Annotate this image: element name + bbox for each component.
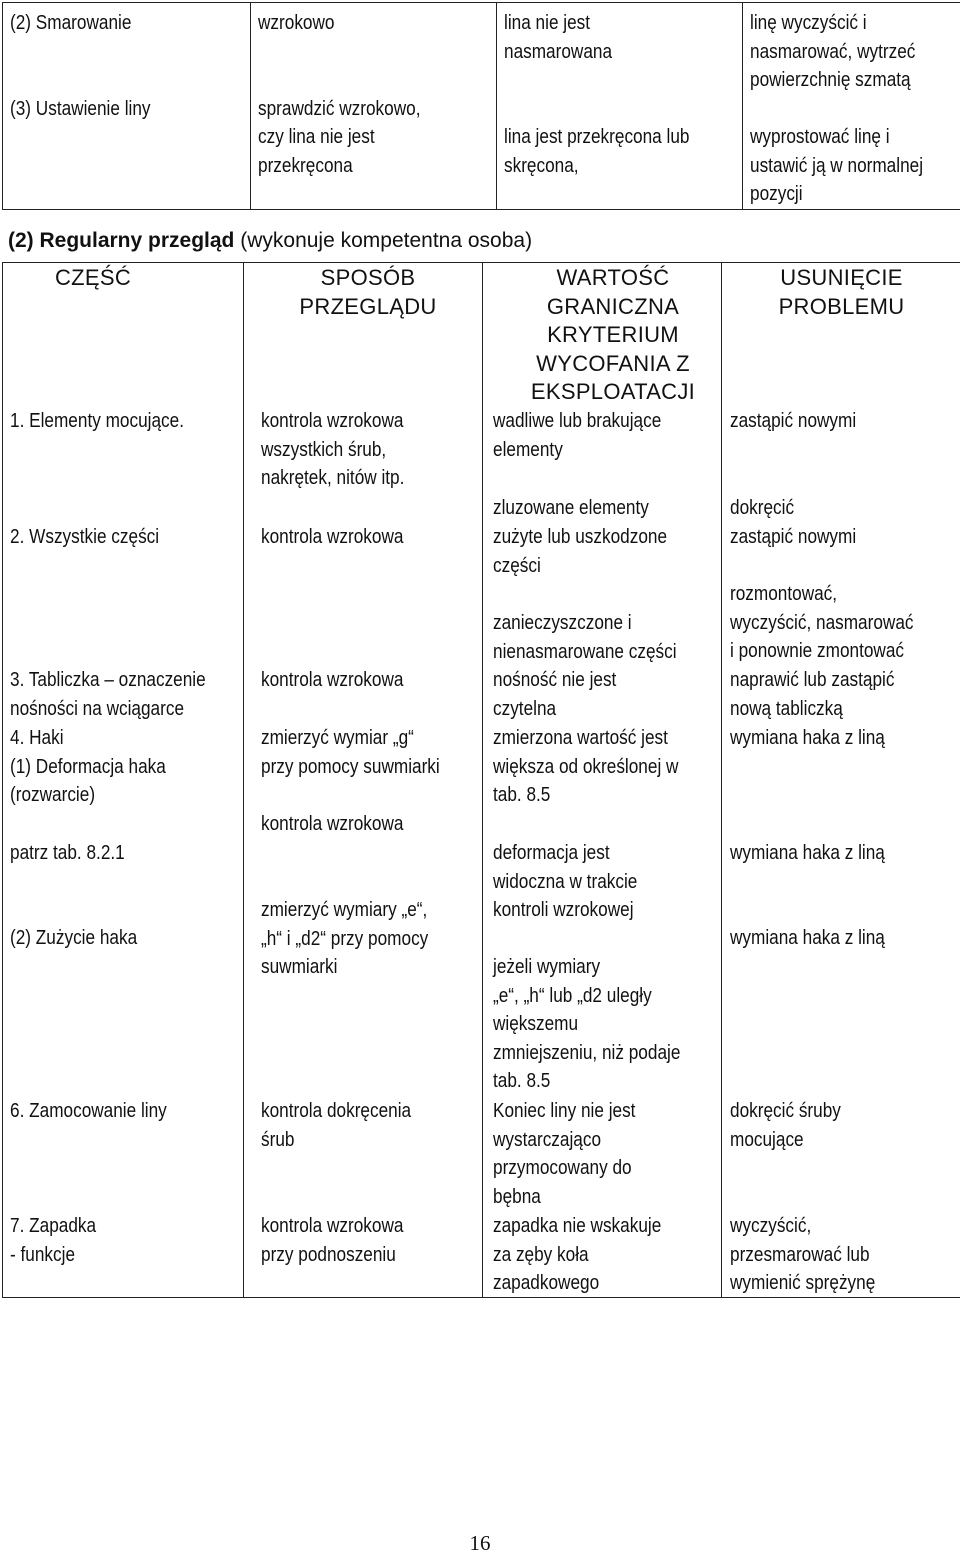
remedy-2b — [730, 580, 914, 666]
method-1 — [261, 407, 404, 493]
remedy-4c — [730, 924, 885, 953]
cell-criterion — [497, 3, 743, 210]
text-line: naprawić lub zastąpić — [730, 666, 894, 695]
criterion-2a — [493, 523, 667, 580]
text-line: CZĘŚĆ — [3, 264, 183, 293]
text-line: powierzchnię szmatą — [750, 66, 956, 95]
criterion-1a — [493, 407, 661, 464]
text-line: bębna — [493, 1183, 635, 1212]
text-line: przekręcona — [258, 152, 463, 181]
text-line: tab. 8.5 — [493, 1067, 680, 1096]
text-line: (2) Zużycie haka — [10, 924, 137, 953]
text-line: rozmontować, — [730, 580, 914, 609]
header-part — [3, 264, 183, 293]
method-3 — [261, 666, 403, 695]
text-line: suwmiarki — [261, 953, 428, 982]
text-line: (2) Smarowanie — [10, 9, 216, 38]
cell-part — [3, 3, 251, 210]
text-line: zastąpić nowymi — [730, 407, 856, 436]
criterion-3 — [493, 666, 616, 723]
text-line: zmierzyć wymiar „g“ — [261, 724, 440, 753]
criterion-1b — [493, 494, 649, 523]
text-line: 7. Zapadka — [10, 1212, 96, 1241]
header-method — [244, 264, 492, 321]
text-line: lina nie jest — [504, 9, 709, 38]
header-criterion — [483, 264, 743, 407]
text-line: 1. Elementy mocujące. — [10, 407, 184, 436]
criterion-4c — [493, 953, 680, 1096]
text-line: dokręcić — [730, 494, 794, 523]
text-line: części — [493, 552, 667, 581]
remedy-6 — [730, 1097, 841, 1154]
text-line: przymocowany do — [493, 1154, 635, 1183]
remedy-2a — [730, 523, 856, 552]
text-line: sprawdzić wzrokowo, — [258, 95, 463, 124]
part-4 — [10, 724, 166, 810]
method-4a — [261, 724, 440, 781]
text-line: przy podnoszeniu — [261, 1241, 403, 1270]
part-4-ref — [10, 839, 125, 868]
header-remedy — [722, 264, 960, 321]
table-body — [3, 263, 960, 1298]
text-line: zapadkowego — [493, 1269, 661, 1298]
text-line: nakrętek, nitów itp. — [261, 464, 404, 493]
text-line: PRZEGLĄDU — [244, 293, 492, 322]
text-line: zluzowane elementy — [493, 494, 649, 523]
text-line: większemu — [493, 1010, 680, 1039]
text-line: wystarczająco — [493, 1126, 635, 1155]
text-line — [10, 66, 216, 95]
text-line: WARTOŚĆ — [483, 264, 743, 293]
text-line: przy pomocy suwmiarki — [261, 753, 440, 782]
part-6 — [10, 1097, 167, 1126]
table-row — [3, 3, 960, 210]
text-line: przesmarować lub — [730, 1241, 875, 1270]
text-line: pozycji — [750, 180, 956, 209]
column-criterion — [483, 263, 722, 1298]
text-line: (1) Deformacja haka — [10, 753, 166, 782]
part-2 — [10, 523, 159, 552]
criterion-2b — [493, 609, 677, 666]
text-line: linę wyczyścić i — [750, 9, 956, 38]
part-3 — [10, 666, 206, 723]
text-line: elementy — [493, 436, 661, 465]
text-line: wyczyścić, — [730, 1212, 875, 1241]
text-line: kontrola wzrokowa — [261, 523, 403, 552]
text-line — [504, 66, 709, 95]
text-line: wyprostować linę i — [750, 123, 956, 152]
text-line: wzrokowo — [258, 9, 463, 38]
text-line: EKSPLOATACJI — [483, 378, 743, 407]
criterion-4b — [493, 839, 637, 925]
text-line: „h“ i „d2“ przy pomocy — [261, 925, 428, 954]
text-line: wymiana haka z liną — [730, 839, 885, 868]
criterion-4a — [493, 724, 678, 810]
text-line: zmierzona wartość jest — [493, 724, 678, 753]
remedy-1a — [730, 407, 856, 436]
text-line: kontrola wzrokowa — [261, 1212, 403, 1241]
text-line: wszystkich śrub, — [261, 436, 404, 465]
text-line: zanieczyszczone i — [493, 609, 677, 638]
method-2 — [261, 523, 403, 552]
text-line — [258, 66, 463, 95]
part-7 — [10, 1212, 96, 1269]
column-method — [244, 263, 483, 1298]
remedy-7 — [730, 1212, 875, 1298]
remedy-4b — [730, 839, 885, 868]
method-4b — [261, 810, 403, 839]
text-line: 3. Tabliczka – oznaczenie — [10, 666, 206, 695]
text-line: GRANICZNA — [483, 293, 743, 322]
text-line: wymiana haka z liną — [730, 924, 885, 953]
text-line: kontrola dokręcenia — [261, 1097, 411, 1126]
text-line: 2. Wszystkie części — [10, 523, 159, 552]
text-line: ustawić ją w normalnej — [750, 152, 956, 181]
text-line: zużyte lub uszkodzone — [493, 523, 667, 552]
text-line: kontrola wzrokowa — [261, 666, 403, 695]
part-1 — [10, 407, 184, 436]
text-line: dokręcić śruby — [730, 1097, 841, 1126]
text-line: 6. Zamocowanie liny — [10, 1097, 167, 1126]
text-line: kontrola wzrokowa — [261, 810, 403, 839]
text-line: SPOSÓB — [244, 264, 492, 293]
text-line: nasmarować, wytrzeć — [750, 38, 956, 67]
text-line: deformacja jest — [493, 839, 637, 868]
text-line — [504, 95, 709, 124]
text-line: większa od określonej w — [493, 753, 678, 782]
method-7 — [261, 1212, 403, 1269]
text-line: „e“, „h“ lub „d2 uległy — [493, 982, 680, 1011]
text-line: mocujące — [730, 1126, 841, 1155]
text-line: śrub — [261, 1126, 411, 1155]
text-line: i ponownie zmontować — [730, 637, 914, 666]
text-line: nośności na wciągarce — [10, 695, 206, 724]
method-4c — [261, 896, 428, 982]
remedy-3 — [730, 666, 894, 723]
text-line: WYCOFANIA Z — [483, 350, 743, 379]
text-line: jeżeli wymiary — [493, 953, 680, 982]
text-line: nienasmarowane części — [493, 638, 677, 667]
section-title: (2) Regularny przegląd (wykonuje kompetentna osoba) — [8, 229, 532, 253]
text-line: (3) Ustawienie liny — [10, 95, 216, 124]
part-4-wear — [10, 924, 137, 953]
remedy-4a — [730, 724, 885, 753]
text-line: zmniejszeniu, niż podaje — [493, 1039, 680, 1068]
text-line — [750, 95, 956, 124]
text-line: patrz tab. 8.2.1 — [10, 839, 125, 868]
method-6 — [261, 1097, 411, 1154]
text-line: nośność nie jest — [493, 666, 616, 695]
continuation-table — [2, 2, 960, 210]
column-remedy — [722, 263, 960, 1298]
text-line: lina jest przekręcona lub — [504, 123, 709, 152]
text-line: czy lina nie jest — [258, 123, 463, 152]
text-line: widoczna w trakcie — [493, 868, 637, 897]
text-line: czytelna — [493, 695, 616, 724]
text-line: wadliwe lub brakujące — [493, 407, 661, 436]
text-line: tab. 8.5 — [493, 781, 678, 810]
text-line: zastąpić nowymi — [730, 523, 856, 552]
criterion-7 — [493, 1212, 661, 1298]
inspection-table — [2, 262, 960, 1298]
text-line: wymiana haka z liną — [730, 724, 885, 753]
text-line: (rozwarcie) — [10, 781, 166, 810]
text-line: nasmarowana — [504, 38, 709, 67]
text-line: PROBLEMU — [722, 293, 960, 322]
cell-method — [251, 3, 497, 210]
text-line: za zęby koła — [493, 1241, 661, 1270]
text-line: kontrola wzrokowa — [261, 407, 404, 436]
text-line — [10, 38, 216, 67]
text-line: wymienić sprężynę — [730, 1269, 875, 1298]
text-line — [258, 38, 463, 67]
text-line: nową tabliczką — [730, 695, 894, 724]
text-line: wyczyścić, nasmarować — [730, 609, 914, 638]
text-line: zmierzyć wymiary „e“, — [261, 896, 428, 925]
text-line: kontroli wzrokowej — [493, 896, 637, 925]
text-line: - funkcje — [10, 1241, 96, 1270]
text-line: USUNIĘCIE — [722, 264, 960, 293]
text-line: skręcona, — [504, 152, 709, 181]
cell-remedy — [743, 3, 960, 210]
page-number: 16 — [0, 1531, 960, 1556]
column-part — [3, 263, 244, 1298]
text-line: 4. Haki — [10, 724, 166, 753]
criterion-6 — [493, 1097, 635, 1211]
remedy-1b — [730, 494, 794, 523]
text-line: zapadka nie wskakuje — [493, 1212, 661, 1241]
text-line: Koniec liny nie jest — [493, 1097, 635, 1126]
text-line: KRYTERIUM — [483, 321, 743, 350]
